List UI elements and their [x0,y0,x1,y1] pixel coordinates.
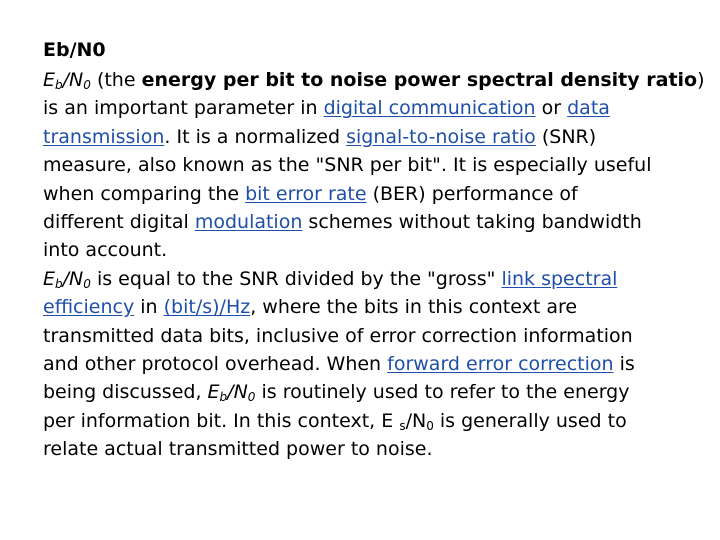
subscript-0: 0 [83,276,91,291]
text-line [43,123,670,151]
eb-n0-symbol [43,268,91,290]
text: in [134,296,164,319]
text-line [43,208,670,236]
text: (BER) performance of [366,182,578,205]
text-line [43,350,670,378]
text: being discussed, [43,381,208,404]
text: is generally used to [433,409,627,432]
symbol-e: E [43,267,56,290]
text: ) [697,69,705,91]
symbol-e: E [43,69,56,91]
subscript-b: b [55,78,63,92]
text: when comparing the [43,182,246,205]
symbol-n: N [69,69,84,91]
text: (the [90,69,142,91]
text-line [43,265,670,293]
text-line [43,94,670,122]
text-line [43,293,670,321]
subscript-0: 0 [83,78,91,92]
text: per information bit. In this context, [43,409,382,432]
text-line [43,180,670,208]
symbol-e: E [207,381,220,404]
bold-definition: energy per bit to noise power spectral density ratio [141,69,698,91]
link-forward-error-correction[interactable]: forward error correction [387,352,614,375]
text: or [535,97,568,120]
text: and other protocol overhead. When [43,352,388,375]
text: . It is a normalized [164,125,347,148]
subscript-b: b [55,276,63,291]
text: is routinely used to refer to the energy [255,381,630,404]
subscript-b: b [219,390,228,405]
symbol-slash: / [405,409,412,432]
link-data-transmission[interactable]: data [567,97,610,120]
text-line: relate actual transmitted power to noise. [43,438,433,461]
text-line: transmitted data bits, inclusive of error correction information [43,324,633,347]
text-line [43,407,670,435]
eb-n0-symbol [208,381,256,403]
paragraph-definition [43,66,705,265]
text-line: measure, also known as the "SNR per bit". It is especially useful [43,154,652,177]
text-line: into account. [43,239,168,262]
symbol-slash: / [62,69,70,91]
subscript-s: s [399,418,406,433]
link-bits-per-second-per-hz[interactable]: (bit/s)/Hz [163,296,251,319]
text: (SNR) [535,125,597,148]
page-title: Eb/N0 [43,39,106,61]
symbol-slash: / [62,267,70,290]
text: is equal to the SNR divided by the "gross" [90,267,502,290]
symbol-n: N [69,267,84,290]
symbol-n: N [412,409,427,432]
text-line [43,66,705,94]
text: , where the bits in this context are [250,296,578,319]
link-spectral-efficiency[interactable]: link spectral [501,267,618,290]
eb-n0-symbol [43,69,91,91]
es-n0-symbol [381,410,434,432]
text: is [613,352,635,375]
link-data-transmission-cont[interactable]: transmission [43,125,165,148]
paragraph-spectral-efficiency [43,265,670,464]
text: is an important parameter in [43,97,324,120]
link-modulation[interactable]: modulation [194,210,303,233]
symbol-e: E [381,409,394,432]
text-line [43,378,670,406]
text: different digital [43,210,195,233]
symbol-slash: / [227,381,234,404]
link-signal-to-noise-ratio[interactable]: signal-to-noise ratio [346,125,536,148]
link-spectral-efficiency-cont[interactable]: efficiency [43,296,135,319]
text: schemes without taking bandwidth [302,210,642,233]
symbol-n: N [233,381,248,404]
link-digital-communication[interactable]: digital communication [323,97,536,120]
subscript-0: 0 [426,418,434,433]
subscript-0: 0 [247,390,256,405]
link-bit-error-rate[interactable]: bit error rate [245,182,367,205]
